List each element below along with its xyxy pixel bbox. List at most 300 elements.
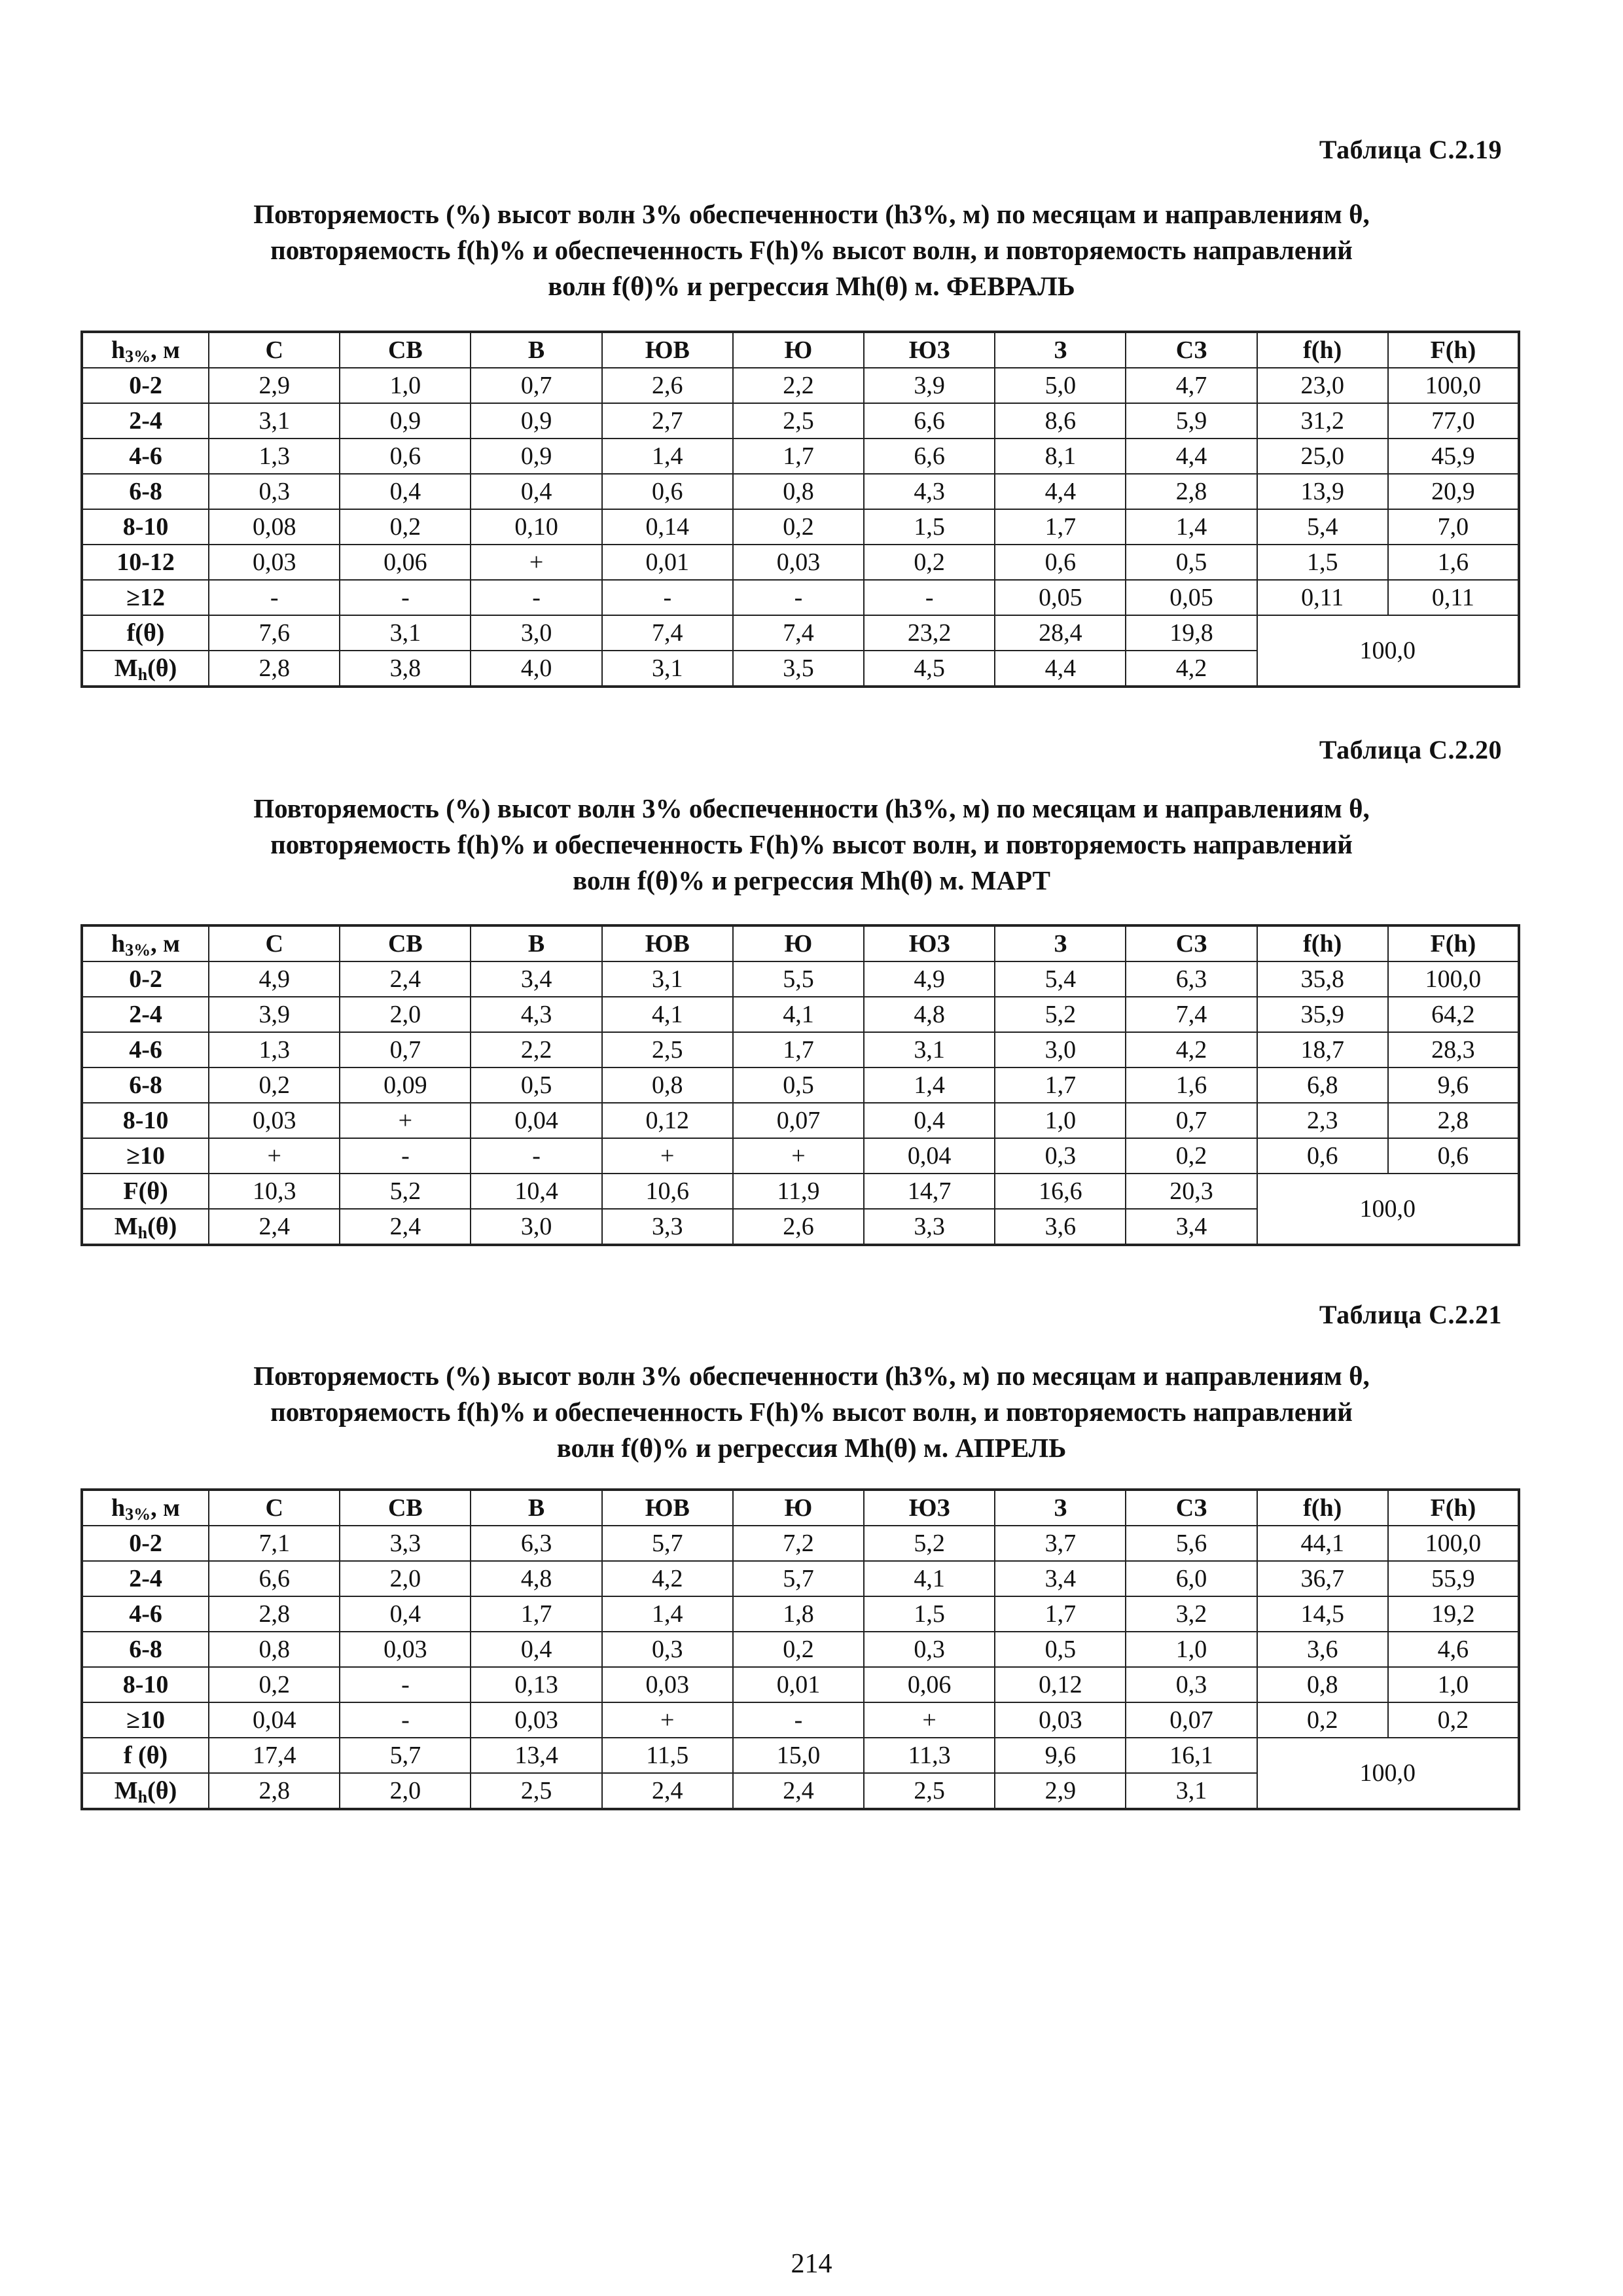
table-cell: 5,4 bbox=[1257, 509, 1388, 545]
header-cell: F(h) bbox=[1388, 1490, 1519, 1526]
label-main: f(θ) bbox=[126, 619, 165, 647]
header-cell bbox=[82, 1490, 209, 1526]
row-label: 4-6 bbox=[82, 1032, 209, 1067]
header-cell: ЮЗ bbox=[864, 1490, 995, 1526]
table-cell: 3,3 bbox=[602, 1209, 733, 1245]
header-row bbox=[82, 332, 1519, 368]
label-main: M bbox=[114, 655, 138, 682]
table-cell: 1,7 bbox=[733, 1032, 864, 1067]
table-cell: 28,4 bbox=[995, 615, 1126, 651]
table-cell: 19,2 bbox=[1388, 1596, 1519, 1632]
table-cell: 3,6 bbox=[1257, 1632, 1388, 1667]
table-cell: 4,6 bbox=[1388, 1632, 1519, 1667]
label-main: f (θ) bbox=[123, 1742, 168, 1769]
table-cell: 3,4 bbox=[1126, 1209, 1257, 1245]
row-label bbox=[82, 1174, 209, 1209]
table-cell: 4,0 bbox=[471, 651, 601, 687]
table-cell: 25,0 bbox=[1257, 439, 1388, 474]
table-cell: 1,6 bbox=[1388, 545, 1519, 580]
table-cell: 20,3 bbox=[1126, 1174, 1257, 1209]
table-cell: 45,9 bbox=[1388, 439, 1519, 474]
table-cell: 0,2 bbox=[1257, 1702, 1388, 1738]
table-cell: 0,5 bbox=[995, 1632, 1126, 1667]
table-cell: 2,8 bbox=[209, 1773, 340, 1809]
table-cell: 0,11 bbox=[1388, 580, 1519, 615]
table-cell: 3,5 bbox=[733, 651, 864, 687]
data-table bbox=[80, 924, 1520, 1246]
table-cell: 3,0 bbox=[471, 615, 601, 651]
table-cell: 0,2 bbox=[209, 1067, 340, 1103]
table-cell: 3,8 bbox=[340, 651, 471, 687]
table-cell: 4,4 bbox=[1126, 439, 1257, 474]
data-table bbox=[80, 1488, 1520, 1810]
table-cell: 2,4 bbox=[340, 1209, 471, 1245]
table-cell: 0,2 bbox=[1388, 1702, 1519, 1738]
table-cell: 0,9 bbox=[471, 403, 601, 439]
table-cell: 6,3 bbox=[1126, 961, 1257, 997]
row-label bbox=[82, 615, 209, 651]
table-cell: 4,2 bbox=[1126, 651, 1257, 687]
table-cell: 36,7 bbox=[1257, 1561, 1388, 1596]
header-cell: СЗ bbox=[1126, 1490, 1257, 1526]
table-row bbox=[82, 1526, 1519, 1561]
table-cell: 2,0 bbox=[340, 1561, 471, 1596]
table-cell: 2,4 bbox=[340, 961, 471, 997]
row-label: 8-10 bbox=[82, 509, 209, 545]
row-label: 0-2 bbox=[82, 368, 209, 403]
table-cell: 11,9 bbox=[733, 1174, 864, 1209]
table-cell: 5,5 bbox=[733, 961, 864, 997]
table-cell: 2,5 bbox=[471, 1773, 601, 1809]
table-cell: 2,0 bbox=[340, 1773, 471, 1809]
table-cell: - bbox=[209, 580, 340, 615]
row-label: 4-6 bbox=[82, 1596, 209, 1632]
table-cell: + bbox=[864, 1702, 995, 1738]
table-cell: 0,11 bbox=[1257, 580, 1388, 615]
table-cell: 1,5 bbox=[864, 509, 995, 545]
table-cell: 6,0 bbox=[1126, 1561, 1257, 1596]
table-cell: 14,7 bbox=[864, 1174, 995, 1209]
table-cell: + bbox=[340, 1103, 471, 1138]
table-cell: 4,4 bbox=[995, 474, 1126, 509]
label-main: h bbox=[111, 336, 126, 364]
table-cell: 5,6 bbox=[1126, 1526, 1257, 1561]
table-cell: 5,9 bbox=[1126, 403, 1257, 439]
total-cell: 100,0 bbox=[1257, 1174, 1519, 1245]
label-sub: 3% bbox=[125, 941, 151, 960]
row-label bbox=[82, 1209, 209, 1245]
label-main: M bbox=[114, 1213, 138, 1240]
header-cell: F(h) bbox=[1388, 925, 1519, 961]
table-cell: 9,6 bbox=[995, 1738, 1126, 1773]
table-cell: 14,5 bbox=[1257, 1596, 1388, 1632]
table-cell: 3,6 bbox=[995, 1209, 1126, 1245]
table-cell: 4,3 bbox=[471, 997, 601, 1032]
table-cell: 16,6 bbox=[995, 1174, 1126, 1209]
label-main: M bbox=[114, 1777, 138, 1804]
row-label: 8-10 bbox=[82, 1667, 209, 1702]
table-cell: - bbox=[864, 580, 995, 615]
table-cell: 0,03 bbox=[995, 1702, 1126, 1738]
table-cell: 100,0 bbox=[1388, 368, 1519, 403]
table-cell: 0,6 bbox=[602, 474, 733, 509]
table-row bbox=[82, 1067, 1519, 1103]
page-number: 214 bbox=[791, 2249, 832, 2279]
row-label: 2-4 bbox=[82, 403, 209, 439]
table-cell: 1,7 bbox=[995, 1596, 1126, 1632]
table-cell: 0,07 bbox=[1126, 1702, 1257, 1738]
table-cell: 13,9 bbox=[1257, 474, 1388, 509]
table-cell: 5,0 bbox=[995, 368, 1126, 403]
table-cell: 0,06 bbox=[864, 1667, 995, 1702]
table-cell: 0,01 bbox=[733, 1667, 864, 1702]
table-cell: 0,2 bbox=[733, 1632, 864, 1667]
table-cell: 0,13 bbox=[471, 1667, 601, 1702]
direction-frequency-row bbox=[82, 615, 1519, 651]
table-cell: 0,9 bbox=[471, 439, 601, 474]
direction-frequency-row bbox=[82, 1174, 1519, 1209]
header-cell: ЮВ bbox=[602, 332, 733, 368]
table-row bbox=[82, 1561, 1519, 1596]
table-row bbox=[82, 1138, 1519, 1174]
table-cell: 0,5 bbox=[1126, 545, 1257, 580]
table-cell: + bbox=[602, 1138, 733, 1174]
table-cell: 10,6 bbox=[602, 1174, 733, 1209]
header-cell: ЮЗ bbox=[864, 925, 995, 961]
table-cell: 11,5 bbox=[602, 1738, 733, 1773]
table-cell: 1,0 bbox=[1388, 1667, 1519, 1702]
table-cell: 1,8 bbox=[733, 1596, 864, 1632]
table-cell: 2,8 bbox=[209, 1596, 340, 1632]
table-cell: 3,3 bbox=[864, 1209, 995, 1245]
table-cell: 10,3 bbox=[209, 1174, 340, 1209]
table-cell: 4,1 bbox=[733, 997, 864, 1032]
table-cell: 2,0 bbox=[340, 997, 471, 1032]
table-cell: 1,3 bbox=[209, 1032, 340, 1067]
table-cell: 9,6 bbox=[1388, 1067, 1519, 1103]
table-cell: - bbox=[471, 580, 601, 615]
row-label: 6-8 bbox=[82, 1067, 209, 1103]
table-row bbox=[82, 403, 1519, 439]
total-cell: 100,0 bbox=[1257, 615, 1519, 687]
table-cell: 0,3 bbox=[864, 1632, 995, 1667]
total-cell: 100,0 bbox=[1257, 1738, 1519, 1809]
table-cell: 16,1 bbox=[1126, 1738, 1257, 1773]
table-cell: 3,1 bbox=[340, 615, 471, 651]
table-cell: 3,9 bbox=[209, 997, 340, 1032]
table-cell: 3,0 bbox=[995, 1032, 1126, 1067]
table-cell: 13,4 bbox=[471, 1738, 601, 1773]
table-cell: 2,5 bbox=[733, 403, 864, 439]
header-cell: С bbox=[209, 332, 340, 368]
table-cell: 5,7 bbox=[733, 1561, 864, 1596]
table-cell: 11,3 bbox=[864, 1738, 995, 1773]
table-cell: 0,4 bbox=[864, 1103, 995, 1138]
table-title bbox=[85, 196, 1538, 304]
table-row bbox=[82, 1667, 1519, 1702]
table-row bbox=[82, 580, 1519, 615]
table-cell: 0,4 bbox=[340, 474, 471, 509]
table-cell: 31,2 bbox=[1257, 403, 1388, 439]
table-cell: 0,03 bbox=[340, 1632, 471, 1667]
table-cell: 7,4 bbox=[602, 615, 733, 651]
table-cell: 3,2 bbox=[1126, 1596, 1257, 1632]
table-cell: 0,03 bbox=[733, 545, 864, 580]
table-cell: 15,0 bbox=[733, 1738, 864, 1773]
table-cell: + bbox=[602, 1702, 733, 1738]
table-cell: 2,5 bbox=[602, 1032, 733, 1067]
table-cell: - bbox=[733, 580, 864, 615]
table-cell: 8,6 bbox=[995, 403, 1126, 439]
table-cell: 0,3 bbox=[995, 1138, 1126, 1174]
table-cell: 0,04 bbox=[864, 1138, 995, 1174]
header-cell: Ю bbox=[733, 1490, 864, 1526]
table-label: Таблица С.2.21 bbox=[1319, 1300, 1502, 1329]
table-cell: 2,4 bbox=[733, 1773, 864, 1809]
title-line: повторяемость f(h)% и обеспеченность F(h)% высот волн, и повторяемость направлений bbox=[270, 829, 1353, 859]
row-label: 6-8 bbox=[82, 474, 209, 509]
table-row bbox=[82, 439, 1519, 474]
label-tail: , м bbox=[151, 1494, 181, 1522]
table-cell: 4,2 bbox=[1126, 1032, 1257, 1067]
table-cell: 18,7 bbox=[1257, 1032, 1388, 1067]
table-cell: 0,9 bbox=[340, 403, 471, 439]
table-cell: - bbox=[733, 1702, 864, 1738]
direction-frequency-row bbox=[82, 1738, 1519, 1773]
title-line: Повторяемость (%) высот волн 3% обеспеченности (h3%, м) по месяцам и направлениям θ, bbox=[253, 1361, 1370, 1391]
table-cell: 3,3 bbox=[340, 1526, 471, 1561]
table-cell: 0,12 bbox=[602, 1103, 733, 1138]
table-cell: 35,9 bbox=[1257, 997, 1388, 1032]
table-cell: 0,3 bbox=[1126, 1667, 1257, 1702]
table-cell: 8,1 bbox=[995, 439, 1126, 474]
table-cell: 3,1 bbox=[1126, 1773, 1257, 1809]
table-cell: 64,2 bbox=[1388, 997, 1519, 1032]
header-cell: З bbox=[995, 332, 1126, 368]
table-cell: 2,9 bbox=[995, 1773, 1126, 1809]
table-row bbox=[82, 368, 1519, 403]
table-cell: 3,7 bbox=[995, 1526, 1126, 1561]
title-line: волн f(θ)% и регрессия Mh(θ) м. МАРТ bbox=[573, 865, 1050, 895]
table-cell: - bbox=[340, 580, 471, 615]
row-label bbox=[82, 1773, 209, 1809]
table-cell: 1,0 bbox=[340, 368, 471, 403]
table-cell: 4,7 bbox=[1126, 368, 1257, 403]
table-cell: 23,2 bbox=[864, 615, 995, 651]
table-cell: 3,1 bbox=[602, 651, 733, 687]
title-line: волн f(θ)% и регрессия Mh(θ) м. АПРЕЛЬ bbox=[556, 1433, 1067, 1463]
table-cell: 0,7 bbox=[471, 368, 601, 403]
table-cell: 4,4 bbox=[995, 651, 1126, 687]
title-line: волн f(θ)% и регрессия Mh(θ) м. ФЕВРАЛЬ bbox=[548, 271, 1075, 301]
table-cell: 5,4 bbox=[995, 961, 1126, 997]
table-cell: 7,2 bbox=[733, 1526, 864, 1561]
table-cell: 0,6 bbox=[995, 545, 1126, 580]
table-title bbox=[85, 1358, 1538, 1466]
header-cell: СЗ bbox=[1126, 332, 1257, 368]
header-cell: С bbox=[209, 1490, 340, 1526]
table-cell: 0,3 bbox=[602, 1632, 733, 1667]
table-cell: 5,7 bbox=[340, 1738, 471, 1773]
table-cell: + bbox=[209, 1138, 340, 1174]
header-cell: ЮВ bbox=[602, 925, 733, 961]
table-cell: 1,0 bbox=[1126, 1632, 1257, 1667]
header-cell: З bbox=[995, 1490, 1126, 1526]
table-cell: 44,1 bbox=[1257, 1526, 1388, 1561]
header-cell bbox=[82, 332, 209, 368]
table-cell: 2,4 bbox=[602, 1773, 733, 1809]
table-cell: 7,4 bbox=[1126, 997, 1257, 1032]
label-tail: (θ) bbox=[147, 655, 177, 682]
table-cell: 0,7 bbox=[1126, 1103, 1257, 1138]
table-cell: 0,4 bbox=[340, 1596, 471, 1632]
label-tail: , м bbox=[151, 336, 181, 364]
table-cell: 5,2 bbox=[995, 997, 1126, 1032]
row-label bbox=[82, 651, 209, 687]
label-sub: 3% bbox=[125, 1505, 151, 1524]
table-cell: 6,6 bbox=[209, 1561, 340, 1596]
table-cell: 2,2 bbox=[471, 1032, 601, 1067]
header-cell: ЮВ bbox=[602, 1490, 733, 1526]
table-cell: 0,10 bbox=[471, 509, 601, 545]
table-row bbox=[82, 961, 1519, 997]
row-label bbox=[82, 1738, 209, 1773]
table-cell: 1,3 bbox=[209, 439, 340, 474]
row-label: 6-8 bbox=[82, 1632, 209, 1667]
table-cell: 0,8 bbox=[602, 1067, 733, 1103]
table-cell: 0,03 bbox=[209, 545, 340, 580]
table-cell: 0,01 bbox=[602, 545, 733, 580]
table-cell: 77,0 bbox=[1388, 403, 1519, 439]
table-row bbox=[82, 1632, 1519, 1667]
header-cell: F(h) bbox=[1388, 332, 1519, 368]
table-cell: 55,9 bbox=[1388, 1561, 1519, 1596]
label-main: h bbox=[111, 1494, 126, 1522]
table-cell: 1,0 bbox=[995, 1103, 1126, 1138]
header-cell: СЗ bbox=[1126, 925, 1257, 961]
table-cell: 0,4 bbox=[471, 1632, 601, 1667]
table-cell: 2,4 bbox=[209, 1209, 340, 1245]
data-table bbox=[80, 331, 1520, 688]
table-row bbox=[82, 1702, 1519, 1738]
table-cell: 2,9 bbox=[209, 368, 340, 403]
table-cell: 2,3 bbox=[1257, 1103, 1388, 1138]
table-cell: 0,5 bbox=[471, 1067, 601, 1103]
table-cell: 0,2 bbox=[864, 545, 995, 580]
table-row bbox=[82, 509, 1519, 545]
table-cell: 0,05 bbox=[1126, 580, 1257, 615]
header-cell: Ю bbox=[733, 925, 864, 961]
table-row bbox=[82, 997, 1519, 1032]
table-cell: 3,4 bbox=[471, 961, 601, 997]
table-cell: 0,8 bbox=[209, 1632, 340, 1667]
table-row bbox=[82, 474, 1519, 509]
table-cell: 2,7 bbox=[602, 403, 733, 439]
label-sub: 3% bbox=[125, 347, 151, 366]
header-cell: f(h) bbox=[1257, 925, 1388, 961]
table-row bbox=[82, 1103, 1519, 1138]
table-cell: 7,1 bbox=[209, 1526, 340, 1561]
table-cell: 0,2 bbox=[340, 509, 471, 545]
table-cell: - bbox=[471, 1138, 601, 1174]
table-cell: 100,0 bbox=[1388, 961, 1519, 997]
table-cell: 7,0 bbox=[1388, 509, 1519, 545]
header-cell: ЮЗ bbox=[864, 332, 995, 368]
table-label: Таблица С.2.20 bbox=[1319, 735, 1502, 764]
table-row bbox=[82, 1596, 1519, 1632]
table-cell: 5,7 bbox=[602, 1526, 733, 1561]
table-title bbox=[85, 791, 1538, 899]
label-sub: h bbox=[137, 1223, 148, 1242]
label-main: h bbox=[111, 930, 126, 958]
header-cell: В bbox=[471, 1490, 601, 1526]
table-row bbox=[82, 545, 1519, 580]
table-cell: 1,7 bbox=[733, 439, 864, 474]
table-cell: 6,6 bbox=[864, 403, 995, 439]
table-cell: 3,4 bbox=[995, 1561, 1126, 1596]
table-cell: 1,4 bbox=[602, 439, 733, 474]
table-cell: 2,6 bbox=[602, 368, 733, 403]
header-cell bbox=[82, 925, 209, 961]
header-cell: СВ bbox=[340, 925, 471, 961]
header-cell: СВ bbox=[340, 332, 471, 368]
table-cell: 6,6 bbox=[864, 439, 995, 474]
table-cell: 4,5 bbox=[864, 651, 995, 687]
table-cell: 17,4 bbox=[209, 1738, 340, 1773]
header-cell: f(h) bbox=[1257, 332, 1388, 368]
table-cell: 0,08 bbox=[209, 509, 340, 545]
table-cell: 0,5 bbox=[733, 1067, 864, 1103]
table-cell: 1,4 bbox=[1126, 509, 1257, 545]
label-main: F(θ) bbox=[123, 1177, 168, 1205]
header-cell: В bbox=[471, 925, 601, 961]
label-tail: (θ) bbox=[147, 1777, 177, 1804]
table-cell: 0,6 bbox=[340, 439, 471, 474]
table-cell: 0,07 bbox=[733, 1103, 864, 1138]
row-label: ≥10 bbox=[82, 1702, 209, 1738]
table-cell: 1,4 bbox=[864, 1067, 995, 1103]
table-cell: 3,1 bbox=[602, 961, 733, 997]
table-cell: 0,05 bbox=[995, 580, 1126, 615]
table-cell: + bbox=[733, 1138, 864, 1174]
header-cell: З bbox=[995, 925, 1126, 961]
header-cell: Ю bbox=[733, 332, 864, 368]
table-cell: 1,7 bbox=[471, 1596, 601, 1632]
header-row bbox=[82, 1490, 1519, 1526]
header-cell: С bbox=[209, 925, 340, 961]
table-cell: 0,7 bbox=[340, 1032, 471, 1067]
table-cell: 0,8 bbox=[1257, 1667, 1388, 1702]
table-cell: 5,2 bbox=[864, 1526, 995, 1561]
table-cell: 6,3 bbox=[471, 1526, 601, 1561]
table-cell: 1,6 bbox=[1126, 1067, 1257, 1103]
table-cell: 0,03 bbox=[471, 1702, 601, 1738]
row-label: 0-2 bbox=[82, 1526, 209, 1561]
table-cell: 28,3 bbox=[1388, 1032, 1519, 1067]
table-cell: 4,1 bbox=[864, 1561, 995, 1596]
table-cell: 3,0 bbox=[471, 1209, 601, 1245]
label-tail: (θ) bbox=[147, 1213, 177, 1240]
table-cell: 4,9 bbox=[209, 961, 340, 997]
table-cell: 1,5 bbox=[864, 1596, 995, 1632]
table-label: Таблица С.2.19 bbox=[1319, 135, 1502, 164]
header-cell: f(h) bbox=[1257, 1490, 1388, 1526]
table-cell: 6,8 bbox=[1257, 1067, 1388, 1103]
title-line: Повторяемость (%) высот волн 3% обеспеченности (h3%, м) по месяцам и направлениям θ, bbox=[253, 793, 1370, 823]
table-cell: 0,03 bbox=[209, 1103, 340, 1138]
table-cell: - bbox=[340, 1138, 471, 1174]
table-cell: 5,2 bbox=[340, 1174, 471, 1209]
